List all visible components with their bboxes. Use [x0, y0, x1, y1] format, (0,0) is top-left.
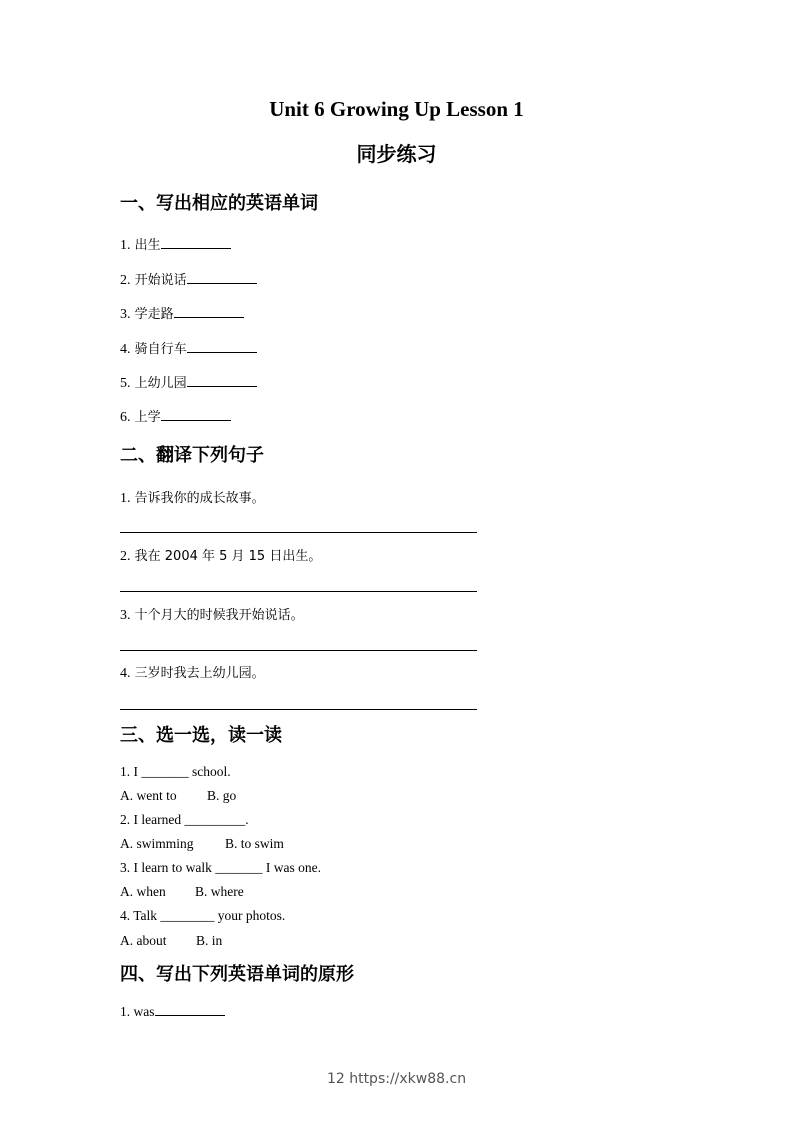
answer-line[interactable] [120, 650, 477, 651]
item-number: 4. [120, 666, 131, 681]
page-footer: 12 https://xkw88.cn [326, 1071, 467, 1087]
vocab-item [120, 406, 231, 426]
option-b[interactable]: B. to swim [225, 836, 284, 851]
section-2-heading: 二、翻译下列句子 [120, 445, 264, 466]
section-1-heading: 一、写出相应的英语单词 [120, 193, 318, 214]
vocab-item [120, 234, 231, 254]
answer-blank[interactable] [161, 236, 231, 249]
item-number: 5. [120, 376, 131, 391]
vocab-item [120, 303, 244, 323]
item-text: 告诉我你的成长故事。 [134, 491, 265, 506]
item-number: 1. [120, 238, 131, 253]
answer-blank[interactable] [174, 305, 244, 318]
answer-blank[interactable] [187, 271, 257, 284]
translate-item [120, 662, 265, 682]
translate-item [120, 487, 265, 507]
option-a[interactable]: A. when [120, 884, 166, 899]
translate-item [120, 545, 321, 565]
item-number: 2. [120, 549, 131, 564]
item-text: 骑自行车 [134, 342, 187, 357]
item-number: 1. [120, 491, 131, 506]
item-text: 1. was [120, 1004, 155, 1019]
vocab-item [120, 372, 257, 392]
item-text: 出生 [134, 238, 161, 253]
item-text: 学走路 [134, 307, 174, 322]
answer-line[interactable] [120, 532, 477, 533]
item-number: 6. [120, 410, 131, 425]
answer-blank[interactable] [155, 1003, 225, 1016]
answer-blank[interactable] [161, 408, 231, 421]
answer-blank[interactable] [187, 340, 257, 353]
answer-line[interactable] [120, 709, 477, 710]
question-text: 2. I learned _________. [120, 812, 249, 827]
option-a[interactable]: A. about [120, 933, 167, 948]
item-number: 4. [120, 342, 131, 357]
item-text: 十个月大的时候我开始说话。 [134, 608, 304, 623]
item-text: 开始说话 [134, 273, 187, 288]
vocab-item [120, 269, 257, 289]
item-number: 3. [120, 608, 131, 623]
option-b[interactable]: B. in [196, 933, 223, 948]
section-4-heading: 四、写出下列英语单词的原形 [120, 964, 354, 985]
item-number: 2. [120, 273, 131, 288]
section-3-heading: 三、选一选，读一读 [120, 725, 282, 746]
item-text: 上学 [134, 410, 161, 425]
question-text: 4. Talk ________ your photos. [120, 908, 286, 923]
answer-blank[interactable] [187, 374, 257, 387]
option-a[interactable]: A. went to [120, 788, 177, 803]
option-b[interactable]: B. where [195, 884, 244, 899]
item-text: 三岁时我去上幼儿园。 [134, 666, 265, 681]
question-text: 3. I learn to walk _______ I was one. [120, 860, 321, 875]
question-text: 1. I _______ school. [120, 764, 231, 779]
answer-line[interactable] [120, 591, 477, 592]
item-text: 我在 2004 年 5 月 15 日出生。 [134, 549, 322, 564]
item-text: 上幼儿园 [134, 376, 187, 391]
worksheet-subtitle: 同步练习 [356, 142, 437, 166]
worksheet-title: Unit 6 Growing Up Lesson 1 [269, 97, 524, 121]
vocab-item [120, 338, 257, 358]
option-a[interactable]: A. swimming [120, 836, 194, 851]
option-b[interactable]: B. go [207, 788, 237, 803]
translate-item [120, 604, 304, 624]
item-number: 3. [120, 307, 131, 322]
base-form-item [120, 1003, 225, 1020]
